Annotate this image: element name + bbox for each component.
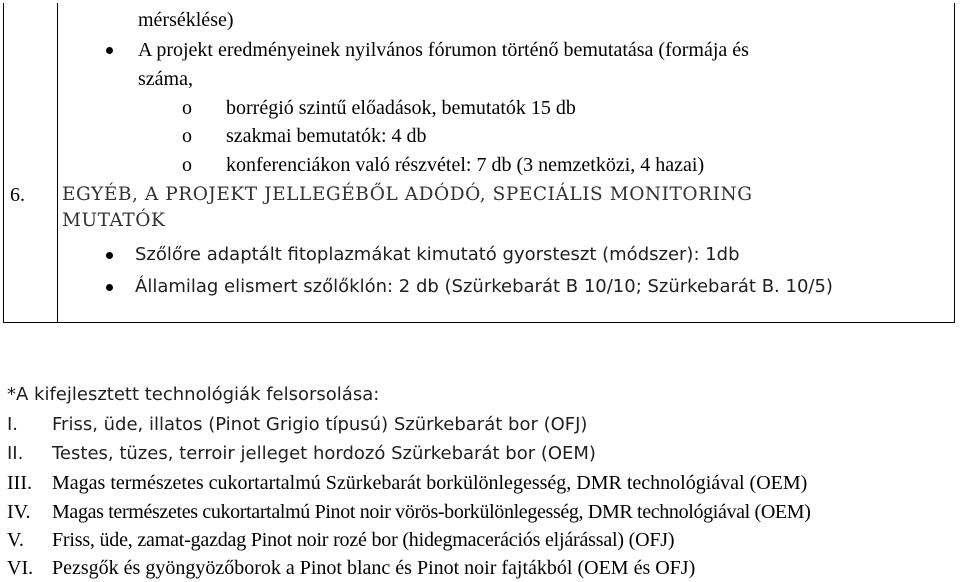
bullet-icon bbox=[106, 47, 113, 54]
tech-item-number: I. bbox=[7, 414, 19, 435]
tech-item-text: Friss, üde, illatos (Pinot Grigio típusú) Szürkebarát bor (OFJ) bbox=[52, 414, 588, 435]
row5-bullet1-line1: A projekt eredményeinek nyilvános fórumon történő bemutatása (formája és bbox=[138, 39, 749, 61]
tech-item-text: Friss, üde, zamat-gazdag Pinot noir rozé bor (hidegmacerációs eljárással) (OFJ) bbox=[52, 529, 675, 551]
row5-bullet1-line2: száma, bbox=[138, 68, 193, 90]
sub-bullet-marker: o bbox=[182, 154, 192, 176]
sub-bullet-marker: o bbox=[182, 125, 192, 147]
row5-sub-item: borrégió szintű előadások, bemutatók 15 db bbox=[226, 97, 576, 119]
tech-item-number: IV. bbox=[7, 501, 31, 523]
row6-heading-line1: EGYÉB, A PROJEKT JELLEGÉBŐL ADÓDÓ, SPECIÁLIS MONITORING bbox=[62, 184, 753, 205]
tech-list-title: *A kifejlesztett technológiák felsorsolása: bbox=[7, 384, 380, 405]
tech-item-number: II. bbox=[7, 443, 24, 464]
row5-sub-item: szakmai bemutatók: 4 db bbox=[226, 125, 427, 147]
row6-heading-line2: MUTATÓK bbox=[62, 210, 166, 231]
row6-number: 6. bbox=[10, 184, 25, 206]
row5-continuation-text: mérséklése) bbox=[138, 9, 234, 31]
row5-sub-item: konferenciákon való részvétel: 7 db (3 nemzetközi, 4 hazai) bbox=[226, 154, 705, 176]
tech-item-text: Magas természetes cukortartalmú Szürkebarát borkülönlegesség, DMR technológiával (OEM) bbox=[52, 472, 808, 494]
row6-bullet-item: Szőlőre adaptált fitoplazmákat kimutató gyorsteszt (módszer): 1db bbox=[135, 244, 740, 265]
tech-item-number: III. bbox=[7, 472, 32, 494]
tech-item-text: Magas természetes cukortartalmú Pinot noir vörös-borkülönlegesség, DMR technológiával (OEM) bbox=[52, 501, 811, 523]
tech-item-text: Testes, tüzes, terroir jelleget hordozó Szürkebarát bor (OEM) bbox=[52, 443, 596, 464]
monitoring-table bbox=[3, 3, 955, 323]
bullet-icon bbox=[106, 284, 113, 291]
tech-item-text: Pezsgők és gyöngyözőborok a Pinot blanc és Pinot noir fajtákból (OEM és OFJ) bbox=[52, 557, 696, 579]
sub-bullet-marker: o bbox=[182, 97, 192, 119]
tech-item-number: VI. bbox=[7, 557, 34, 579]
table-column-divider bbox=[57, 3, 58, 322]
bullet-icon bbox=[106, 252, 113, 259]
tech-item-number: V. bbox=[7, 529, 24, 551]
row6-bullet-item: Államilag elismert szőlőklón: 2 db (Szürkebarát B 10/10; Szürkebarát B. 10/5) bbox=[135, 276, 833, 297]
